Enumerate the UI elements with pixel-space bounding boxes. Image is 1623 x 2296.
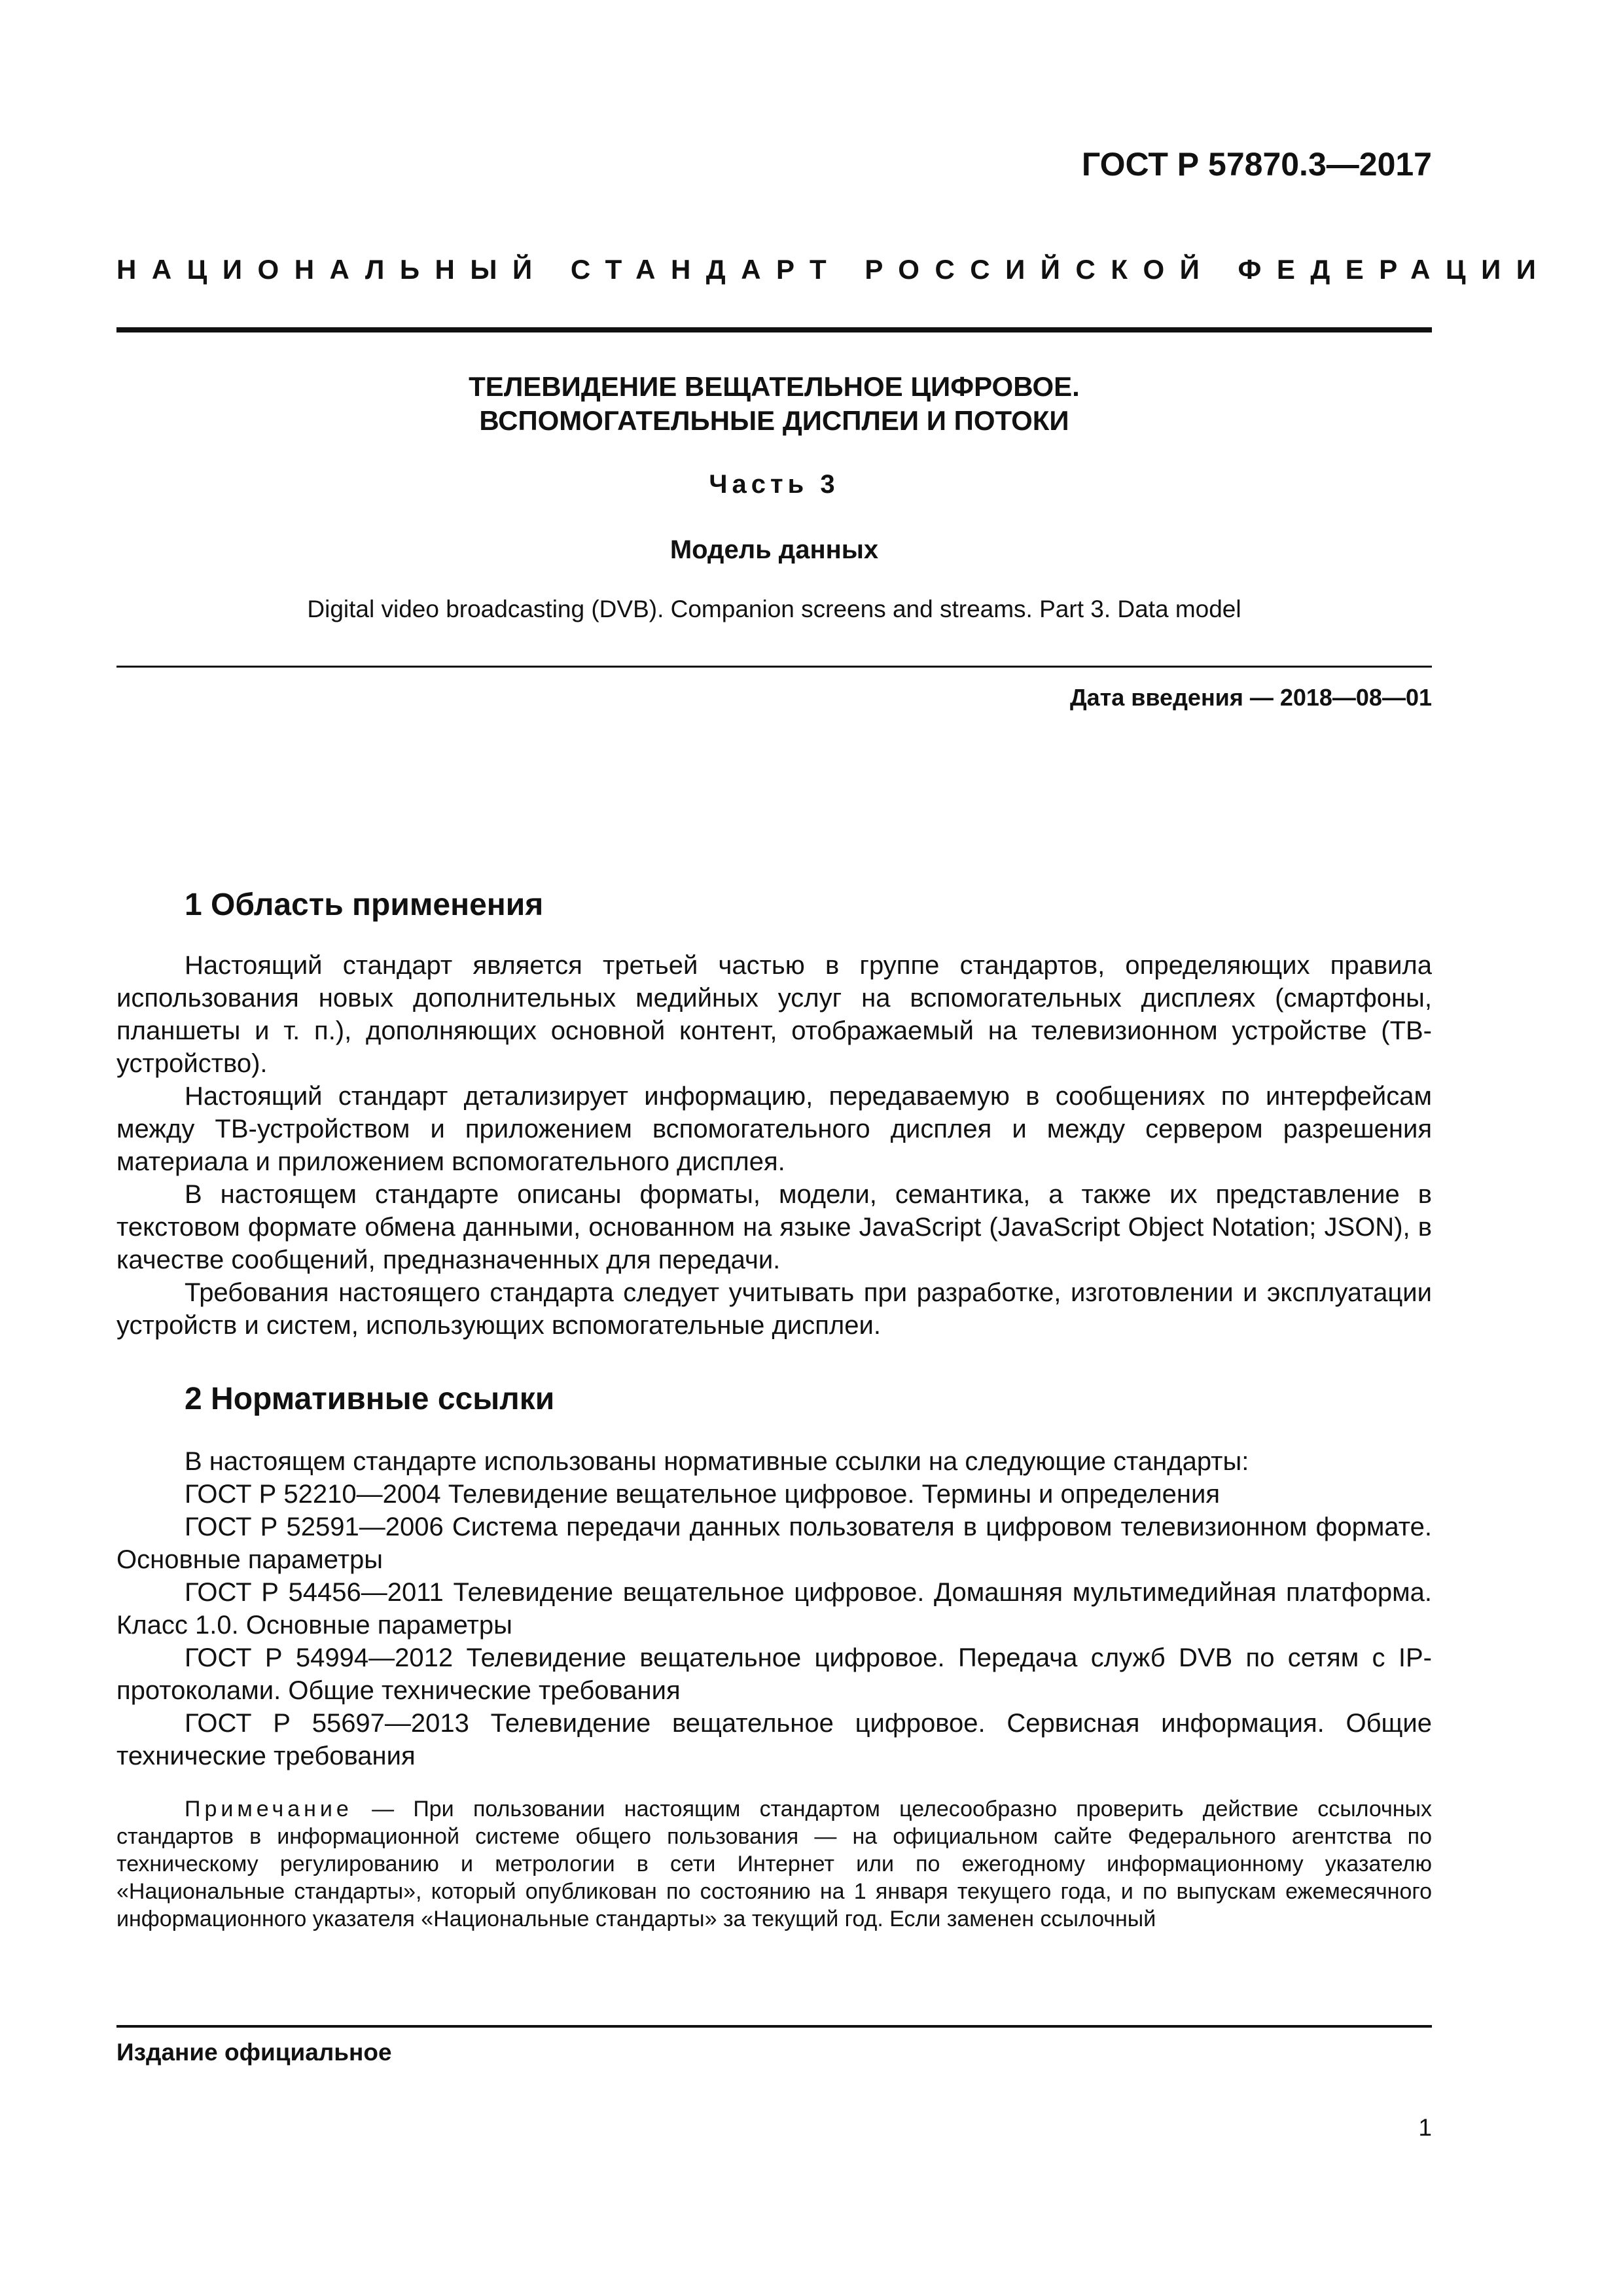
national-standard-label: НАЦИОНАЛЬНЫЙ СТАНДАРТ РОССИЙСКОЙ ФЕДЕРАЦИИ (116, 254, 1552, 285)
top-rule (116, 327, 1432, 332)
paragraph: В настоящем стандарте описаны форматы, модели, семантика, а также их представление в текстовом формате обмена данными, основанном на языке JavaScript (JavaScript Object Notation; JSON), в качестве сообщений, предназначенных для передачи. (116, 1180, 1432, 1274)
introduction-date: Дата введения — 2018—08—01 (1069, 684, 1432, 711)
document-title (116, 370, 1432, 438)
note-text: — При пользовании настоящим стандартом целесообразно проверить действие ссылочных стандартов в информационной системе общего пользования — на официальном сайте Федерального агентства по техническому регулированию и метрологии в сети Интернет или по ежегодному информационному указателю «Национальные стандарты», который опубликован по состоянию на 1 января текущего года, и по выпускам ежемесячного информационного указателя «Национальные стандарты» за текущий год. Если заменен ссылочный (116, 1797, 1432, 1931)
document-code: ГОСТ Р 57870.3—2017 (1081, 146, 1432, 183)
section-1-body (116, 949, 1432, 1342)
reference-item: ГОСТ Р 54456—2011 Телевидение вещательное цифровое. Домашняя мультимедийная платформа. Класс 1.0. Основные параметры (116, 1578, 1432, 1640)
page-number: 1 (1418, 2114, 1432, 2141)
english-title: Digital video broadcasting (DVB). Companion screens and streams. Part 3. Data model (307, 596, 1241, 622)
document-subtitle: Модель данных (669, 535, 879, 564)
section-1-heading: 1 Область применения (185, 888, 544, 922)
title-rule (116, 666, 1432, 668)
paragraph: Настоящий стандарт является третьей частью в группе стандартов, определяющих правила использования новых дополнительных медийных услуг на вспомогательных дисплеях (смартфоны, планшеты и т. п.), дополняющих основной контент, отображаемый на телевизионном устройстве (ТВ-устройство). (116, 951, 1432, 1078)
title-line-2: ВСПОМОГАТЕЛЬНЫЕ ДИСПЛЕИ И ПОТОКИ (479, 405, 1069, 436)
reference-item: ГОСТ Р 52591—2006 Система передачи данных пользователя в цифровом телевизионном формате. Основные параметры (116, 1513, 1432, 1574)
section-2-body (116, 1445, 1432, 1772)
section-2-heading: 2 Нормативные ссылки (185, 1382, 555, 1416)
part-label: Часть 3 (709, 470, 840, 499)
edition-label: Издание официальное (116, 2039, 392, 2066)
footer-rule (116, 2025, 1432, 2028)
paragraph: Настоящий стандарт детализирует информацию, передаваемую в сообщениях по интерфейсам между ТВ-устройством и приложением вспомогательного дисплея и между сервером разрешения материала и приложением вспомогательного дисплея. (116, 1082, 1432, 1176)
paragraph: Требования настоящего стандарта следует учитывать при разработке, изготовлении и эксплуатации устройств и систем, использующих вспомогательные дисплеи. (116, 1278, 1432, 1340)
note (116, 1795, 1432, 1933)
reference-item: ГОСТ Р 54994—2012 Телевидение вещательное цифровое. Передача служб DVB по сетям с IP-протоколами. Общие технические требования (116, 1643, 1432, 1705)
reference-item: ГОСТ Р 55697—2013 Телевидение вещательное цифровое. Сервисная информация. Общие технические требования (116, 1709, 1432, 1770)
title-line-1: ТЕЛЕВИДЕНИЕ ВЕЩАТЕЛЬНОЕ ЦИФРОВОЕ. (469, 371, 1080, 402)
note-label: Примечание (185, 1797, 353, 1821)
paragraph: В настоящем стандарте использованы нормативные ссылки на следующие стандарты: (185, 1447, 1249, 1476)
reference-item: ГОСТ Р 52210—2004 Телевидение вещательное цифровое. Термины и определения (185, 1480, 1220, 1509)
